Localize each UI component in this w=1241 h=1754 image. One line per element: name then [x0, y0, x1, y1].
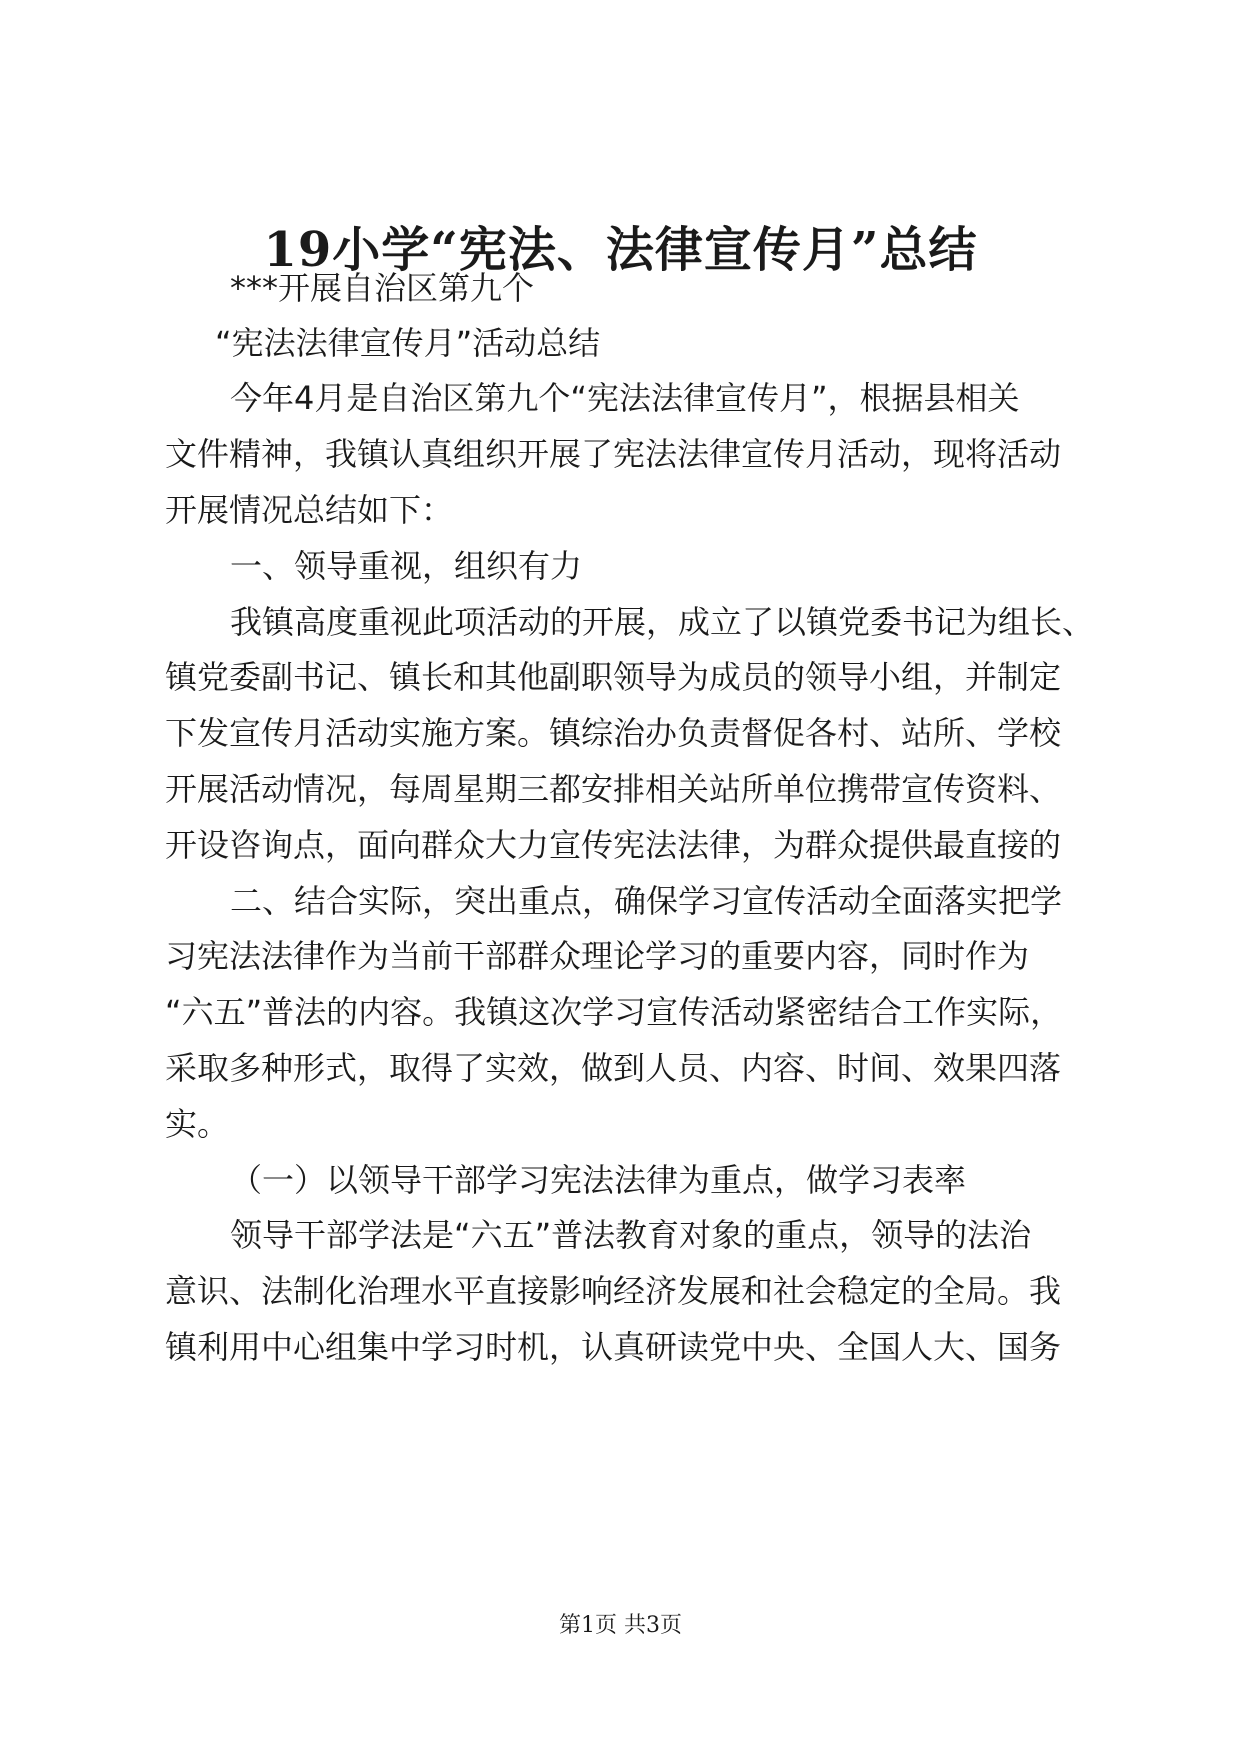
section-heading: 二、结合实际，突出重点，确保学习宣传活动全面落实把学 [230, 882, 1063, 920]
body-line: “宪法法律宣传月”活动总结 [215, 324, 601, 362]
body-line: 采取多种形式，取得了实效，做到人员、内容、时间、效果四落 [165, 1049, 1062, 1087]
body-line: 实。 [165, 1105, 230, 1143]
body-line: 今年4月是自治区第九个“宪法法律宣传月”，根据县相关 [230, 379, 1020, 417]
body-line: 我镇高度重视此项活动的开展，成立了以镇党委书记为组长、 [230, 603, 1095, 641]
subsection-heading: （一）以领导干部学习宪法法律为重点，做学习表率 [230, 1161, 967, 1199]
body-line: 镇党委副书记、镇长和其他副职领导为成员的领导小组，并制定 [165, 658, 1062, 696]
body-line: 下发宣传月活动实施方案。镇综治办负责督促各村、站所、学校 [165, 714, 1062, 752]
body-line: 意识、法制化治理水平直接影响经济发展和社会稳定的全局。我 [165, 1272, 1062, 1310]
body-line: 开展活动情况，每周星期三都安排相关站所单位携带宣传资料、 [165, 770, 1062, 808]
body-line: 文件精神，我镇认真组织开展了宪法法律宣传月活动，现将活动 [165, 435, 1062, 473]
body-line: 习宪法法律作为当前干部群众理论学习的重要内容，同时作为 [165, 937, 1030, 975]
body-line: 镇利用中心组集中学习时机，认真研读党中央、全国人大、国务 [165, 1328, 1062, 1366]
body-line: 开展情况总结如下： [165, 491, 454, 529]
body-line: 开设咨询点，面向群众大力宣传宪法法律，为群众提供最直接的 [165, 826, 1062, 864]
section-heading: 一、领导重视，组织有力 [230, 547, 583, 585]
body-line: ***开展自治区第九个 [230, 269, 535, 307]
page-number: 第1页 共3页 [559, 1613, 682, 1638]
body-line: 领导干部学法是“六五”普法教育对象的重点，领导的法治 [230, 1216, 1032, 1254]
body-line: “六五”普法的内容。我镇这次学习宣传活动紧密结合工作实际， [165, 993, 1063, 1031]
document-title: 19小学“宪法、法律宣传月”总结 [263, 222, 978, 278]
